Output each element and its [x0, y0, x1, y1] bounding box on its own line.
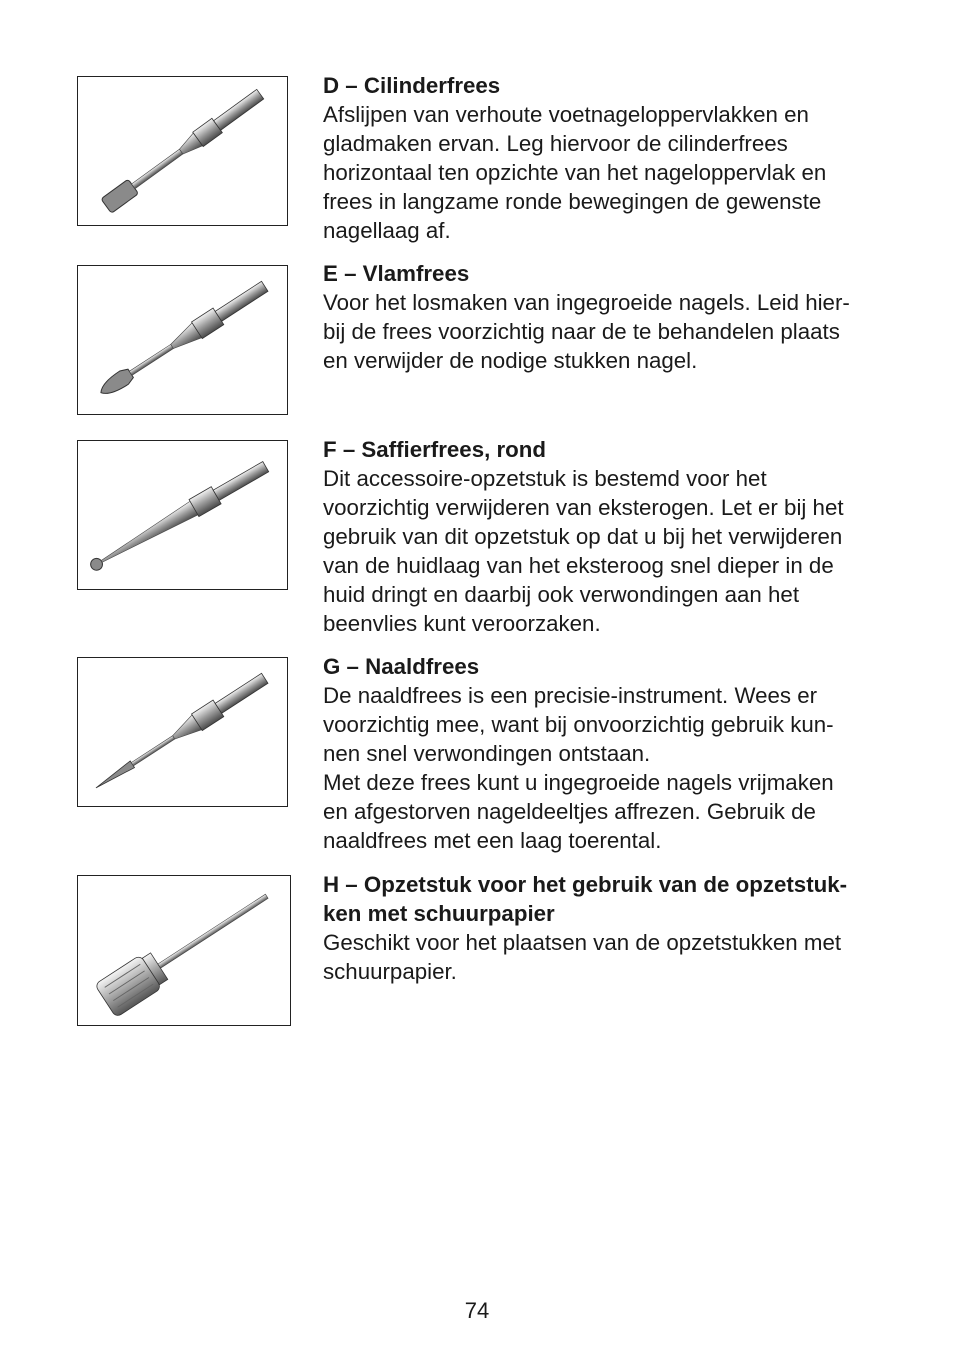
page-number: 74 [464, 1298, 490, 1323]
text-line: voorzichtig verwijderen van eksterogen. Let er bij het [323, 495, 844, 520]
section-title: G – Naaldfrees [323, 654, 480, 679]
text-line: frees in langzame ronde bewegingen de gewenste [323, 189, 822, 214]
text-line: gladmaken ervan. Leg hiervoor de cilinderfrees [323, 131, 788, 156]
text-line: Afslijpen van verhoute voetnageloppervlakken en [323, 102, 809, 127]
text-line: naaldfrees met een laag toerental. [323, 828, 662, 853]
text-line: nagellaag af. [323, 218, 451, 243]
text-line: Met deze frees kunt u ingegroeide nagels vrijmaken [323, 770, 834, 795]
text-line: en afgestorven nageldeeltjes affrezen. Gebruik de [323, 799, 816, 824]
text-line: nen snel verwondingen ontstaan. [323, 741, 651, 766]
ball-bit-icon [77, 440, 288, 590]
text-line: De naaldfrees is een precisie-instrument. Wees er [323, 683, 818, 708]
text-line: huid dringt en daarbij ook verwondingen aan het [323, 582, 800, 607]
needle-bit-icon [77, 657, 288, 807]
text-line: Voor het losmaken van ingegroeide nagels. Leid hier- [323, 290, 850, 315]
text-line: Dit accessoire-opzetstuk is bestemd voor het [323, 466, 767, 491]
section-title: ken met schuurpapier [323, 901, 555, 926]
text-line: beenvlies kunt veroorzaken. [323, 611, 601, 636]
text-line: gebruik van dit opzetstuk op dat u bij het verwijderen [323, 524, 843, 549]
sandpaper-holder-icon [77, 875, 291, 1026]
section-title: D – Cilinderfrees [323, 73, 501, 98]
text-line: voorzichtig mee, want bij onvoorzichtig gebruik kun- [323, 712, 834, 737]
text-line: Geschikt voor het plaatsen van de opzetstukken met [323, 930, 842, 955]
text-line: bij de frees voorzichtig naar de te behandelen plaats [323, 319, 840, 344]
text-line: en verwijder de nodige stukken nagel. [323, 348, 698, 373]
cylinder-bit-icon [77, 76, 288, 226]
section-title: H – Opzetstuk voor het gebruik van de opzetstuk- [323, 872, 848, 897]
text-line: horizontaal ten opzichte van het nageloppervlak en [323, 160, 827, 185]
section-title: F – Saffierfrees, rond [323, 437, 547, 462]
section-title: E – Vlamfrees [323, 261, 470, 286]
text-line: van de huidlaag van het eksteroog snel dieper in de [323, 553, 834, 578]
text-line: schuurpapier. [323, 959, 457, 984]
flame-bit-icon [77, 265, 288, 415]
